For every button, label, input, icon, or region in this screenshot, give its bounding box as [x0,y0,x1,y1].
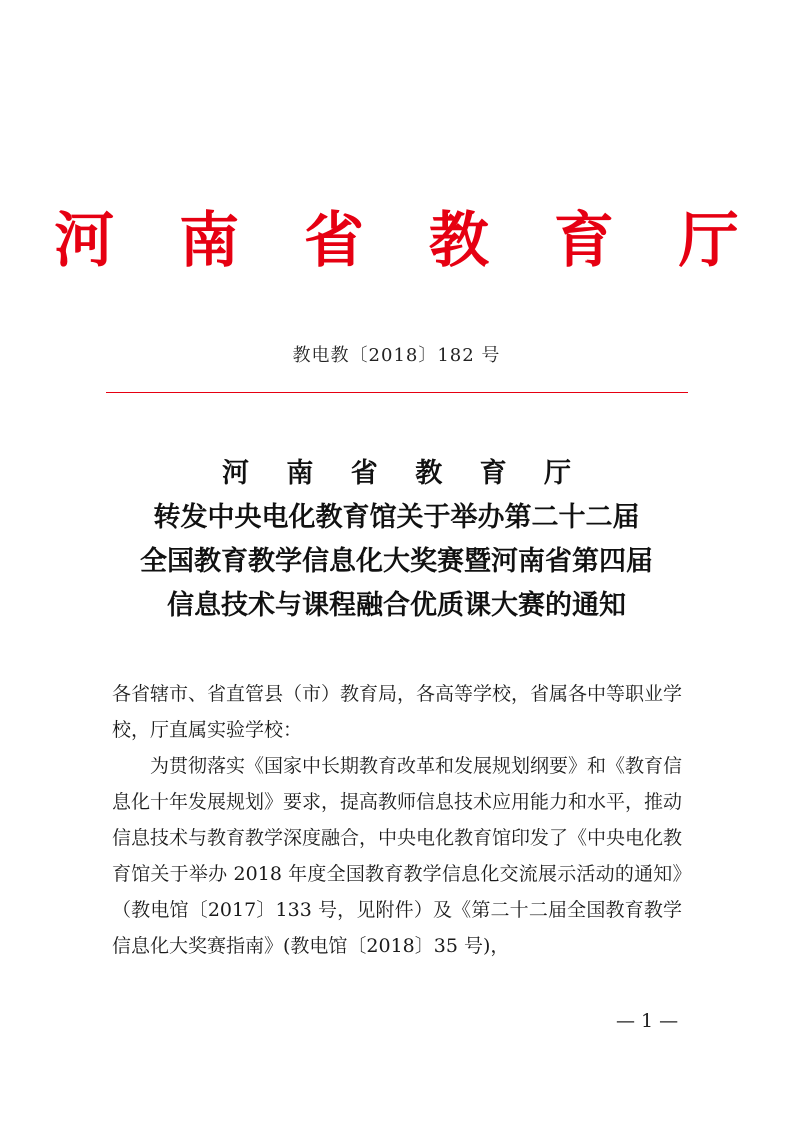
salutation-paragraph: 各省辖市、省直管县（市）教育局，各高等学校，省属各中等职业学校，厅直属实验学校： [112,683,683,741]
red-divider-line [106,392,688,393]
title-line: 信息技术与课程融合优质课大赛的通知 [167,590,626,621]
title-line-issuer: 河 南 省 教 育 厅 [222,458,585,489]
notice-title [0,452,793,628]
title-line: 转发中央电化教育馆关于举办第二十二届 [153,502,640,533]
page-number: — 1 — [616,1010,679,1032]
document-body [112,676,682,964]
title-line: 全国教育教学信息化大奖赛暨河南省第四届 [140,546,653,577]
document-number: 教电教〔2018〕182 号 [292,345,501,366]
body-paragraph: 为贯彻落实《国家中长期教育改革和发展规划纲要》和《教育信息化十年发展规划》要求，提高教师信息技术应用能力和水平，推动信息技术与教育教学深度融合，中央电化教育馆印发了《中央电化教育馆关于举办 2018 年度全国教育教学信息化交流展示活动的通知》（教电馆〔2017〕133 号，见附件）及《第二十二届全国教育教学信息化大奖赛指南》(教电馆〔2018〕35 号)， [112,755,683,957]
masthead-title: 河 南 省 教 育 厅 [54,206,761,276]
